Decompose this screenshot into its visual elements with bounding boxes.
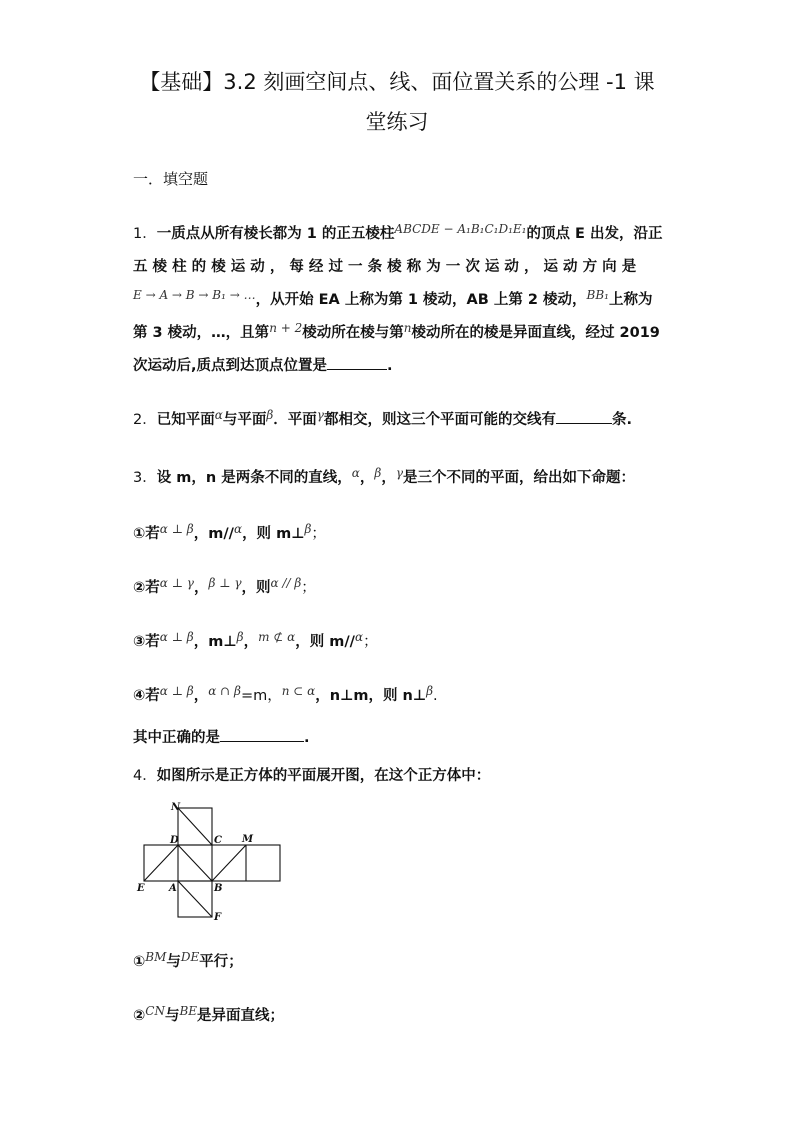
prop-text: ；	[311, 526, 326, 542]
prop-text: =m，	[240, 688, 282, 704]
beta-symbol: β	[374, 466, 382, 480]
q1-text: 次运动后,质点到达顶点位置是	[133, 358, 328, 374]
vertex-label-m: M	[242, 834, 254, 845]
path-formula: E → A → B → B₁ → …	[133, 288, 256, 302]
statement-2	[133, 1000, 673, 1033]
section-heading: 一．填空题	[133, 170, 209, 188]
statement-text: ①	[133, 954, 146, 970]
q1-text: .	[387, 358, 393, 374]
q3-text: 其中正确的是	[133, 730, 220, 746]
q3-text: 是三个不同的平面，给出如下命题：	[402, 470, 635, 486]
question-3-answer-line	[133, 722, 673, 755]
gamma-symbol: γ	[316, 408, 324, 422]
prop-formula: n ⊂ α	[281, 684, 316, 698]
answer-blank[interactable]	[556, 422, 612, 424]
proposition-4	[133, 680, 673, 713]
document-title	[100, 62, 694, 142]
q1-text: 棱动所在的棱是异面直线，经过 2019	[411, 325, 660, 341]
q1-line-4	[133, 317, 673, 350]
q1-text: 第 3 棱动，…，且第	[133, 325, 270, 341]
prop-text: ，m//	[193, 526, 234, 542]
prop-formula: α ∩ β	[208, 684, 241, 698]
q1-line-2: 五 棱 柱 的 棱 运 动 ， 每 经 过 一 条 棱 称 为 一 次 运 动 ， 运 动 方 向 是	[133, 259, 637, 275]
vertex-label-b: B	[214, 883, 223, 894]
q1-line-3	[133, 284, 673, 317]
q3-text: .	[304, 730, 310, 746]
question-2	[133, 404, 673, 437]
segment-be: BE	[179, 1004, 198, 1018]
prop-text: ①若	[133, 526, 160, 542]
question-number: 4．	[133, 768, 157, 784]
diagonal-nc	[178, 808, 212, 845]
cube-net-figure	[134, 800, 294, 920]
q1-text: 上称为	[608, 292, 653, 308]
prop-text: ，	[193, 580, 209, 596]
question-number: 2．	[133, 412, 157, 428]
question-3: 3．设 m，n 是两条不同的直线，$^\alpha$，$^\beta$，$^\gamma$是三个不同的平面，给出如下命题：	[133, 466, 635, 486]
question-number: 1．	[133, 226, 157, 242]
gamma-symbol: γ	[395, 466, 403, 480]
prop-formula: β	[236, 630, 244, 644]
answer-blank[interactable]	[220, 740, 304, 742]
q2-text: ．平面	[273, 412, 317, 428]
vertex-label-c: C	[214, 835, 222, 846]
diagonal-af	[178, 881, 212, 917]
vertex-label-n: N	[171, 802, 181, 813]
prop-formula: α ⊥ β	[159, 522, 194, 536]
answer-blank[interactable]	[327, 368, 387, 370]
q3-text: 设 m，n 是两条不同的直线，	[156, 470, 352, 486]
prop-text: ，则	[241, 580, 271, 596]
cube-net-lines	[144, 808, 280, 917]
proposition-1	[133, 518, 673, 551]
prop-formula: β	[304, 522, 312, 536]
prop-formula: α	[354, 630, 364, 644]
question-1	[133, 218, 673, 383]
prop-text: ，则 m//	[295, 634, 355, 650]
prop-formula: α	[233, 522, 243, 536]
q4-text: 如图所示是正方体的平面展开图，在这个正方体中：	[156, 768, 491, 784]
prop-text: ，m⊥	[193, 634, 237, 650]
prop-formula: α ⊥ β	[159, 684, 194, 698]
q2-text: 已知平面	[156, 412, 215, 428]
q1-line-1	[133, 218, 673, 251]
prop-text: .	[433, 688, 438, 704]
vertex-label-a: A	[169, 883, 177, 894]
vertex-label-e: E	[137, 883, 145, 894]
prop-text: ；	[363, 634, 378, 650]
question-4	[133, 760, 673, 793]
statement-text: 与	[164, 1008, 180, 1024]
prop-formula: m ⊄ α	[258, 630, 296, 644]
q2-text: 条.	[611, 412, 632, 428]
q2-text: 与平面	[222, 412, 267, 428]
prop-text: ；	[301, 580, 316, 596]
diagonal-db	[178, 845, 212, 881]
segment-bm: BM	[145, 950, 167, 964]
diagonal-ed	[144, 845, 178, 881]
q2-text: 都相交，则这三个平面可能的交线有	[323, 412, 556, 428]
statement-text: 平行；	[199, 954, 243, 970]
statement-text: ②	[133, 1008, 146, 1024]
prop-text: ，	[193, 688, 209, 704]
prop-formula: α ⊥ γ	[159, 576, 194, 590]
prop-text: ②若	[133, 580, 160, 596]
vertex-label-f: F	[214, 912, 222, 920]
n-plus-2: n + 2	[269, 321, 303, 335]
beta-symbol: β	[266, 408, 274, 422]
prop-text: ④若	[133, 688, 160, 704]
edge-bb1: BB₁	[586, 288, 609, 302]
q1-text: 棱动所在棱与第	[302, 325, 404, 341]
vertex-label-d: D	[170, 835, 179, 846]
proposition-2	[133, 572, 673, 605]
prop-formula: α ⊥ β	[159, 630, 194, 644]
q1-text: ，从开始 EA 上称为第 1 棱动，AB 上第 2 棱动，	[255, 292, 587, 308]
prop-formula: β	[426, 684, 434, 698]
statement-text: 是异面直线；	[197, 1008, 285, 1024]
title-line-1: 【基础】3.2 刻画空间点、线、面位置关系的公理 -1 课	[139, 70, 655, 94]
prop-text: ，	[243, 634, 259, 650]
q1-line-5	[133, 350, 673, 383]
title-line-2: 堂练习	[365, 110, 429, 134]
statement-1	[133, 946, 673, 979]
n-var: n	[403, 321, 412, 335]
question-number: 3．	[133, 470, 157, 486]
prop-formula: β ⊥ γ	[208, 576, 242, 590]
prop-text: ，n⊥m，则 n⊥	[315, 688, 427, 704]
diagonal-bm	[212, 845, 246, 881]
prism-formula: ABCDE − A₁B₁C₁D₁E₁	[394, 222, 527, 236]
prop-formula: α // β	[270, 576, 302, 590]
q1-text: 一质点从所有棱长都为 1 的正五棱柱	[156, 226, 395, 242]
q1-text: 的顶点 E 出发，沿正	[526, 226, 663, 242]
segment-de: DE	[180, 950, 200, 964]
prop-text: ③若	[133, 634, 160, 650]
prop-text: ，则 m⊥	[242, 526, 305, 542]
segment-cn: CN	[145, 1004, 165, 1018]
alpha-symbol: α	[214, 408, 223, 422]
proposition-3	[133, 626, 673, 659]
statement-text: 与	[166, 954, 181, 970]
alpha-symbol: α	[351, 466, 360, 480]
